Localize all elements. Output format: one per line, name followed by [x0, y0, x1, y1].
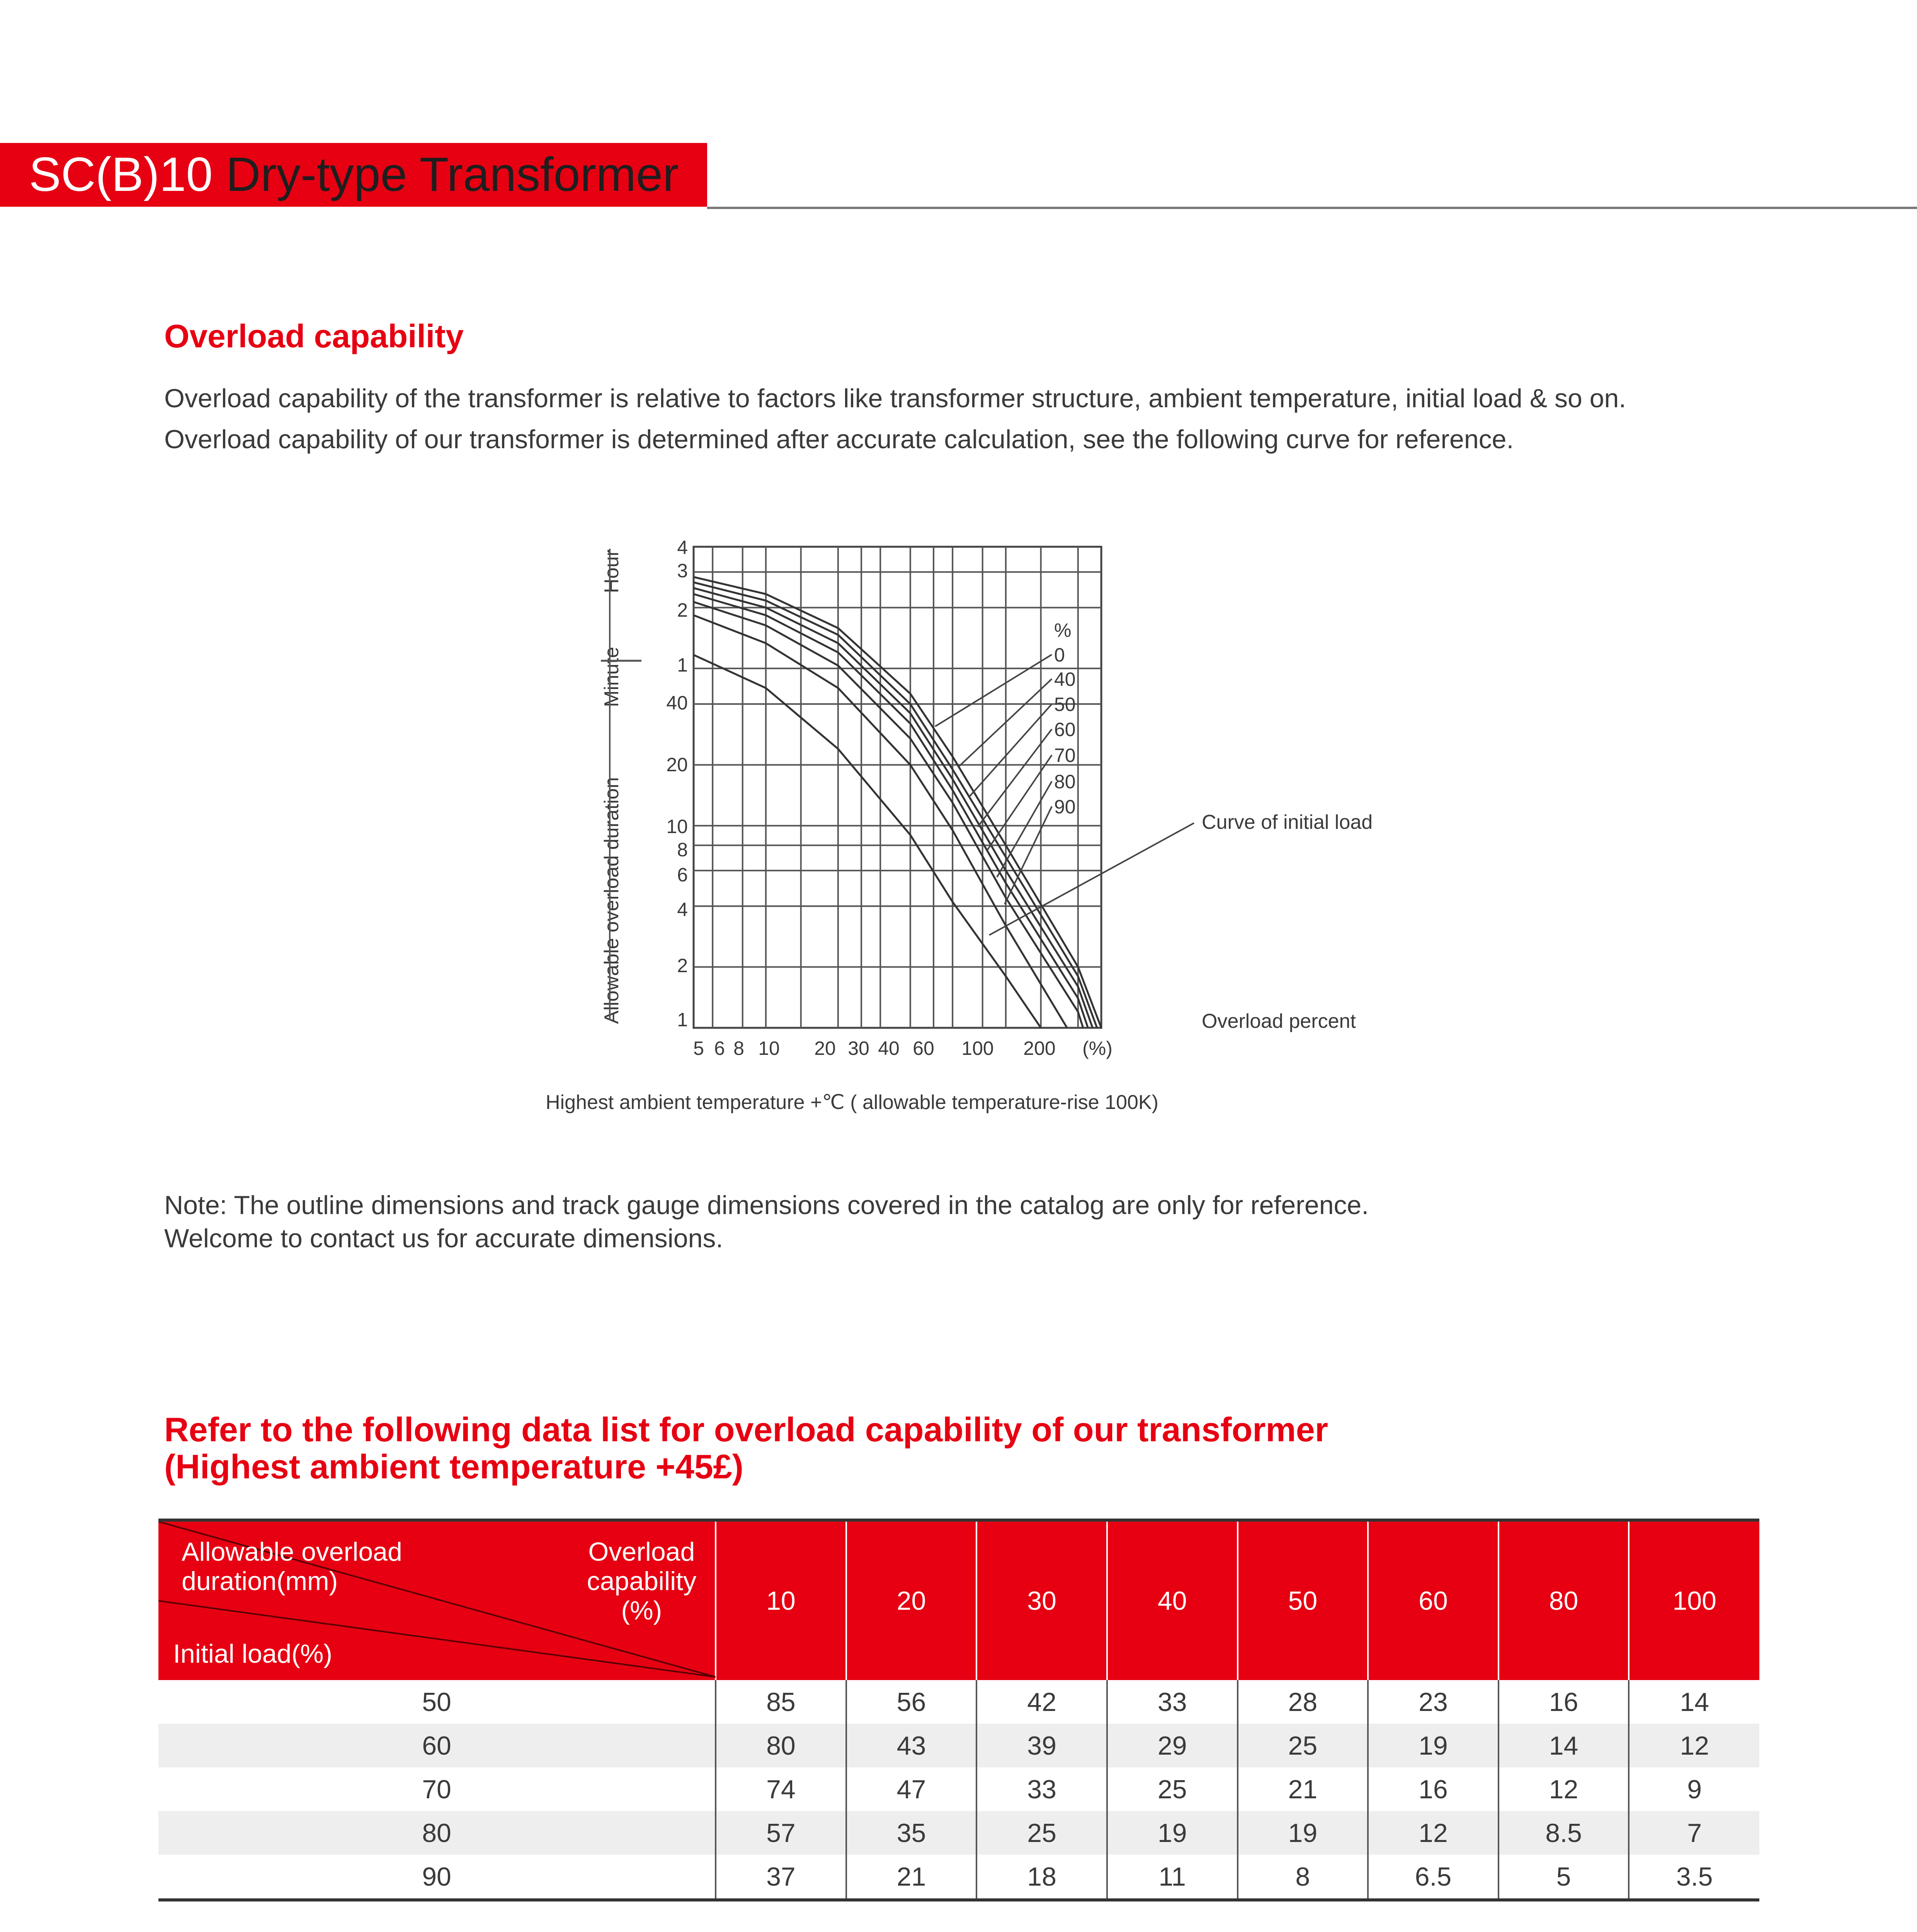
note-line-2: Welcome to contact us for accurate dimensions. — [164, 1224, 723, 1253]
chart-caption: Highest ambient temperature +℃ ( allowable temperature-rise 100K) — [546, 1091, 1158, 1114]
duration-cell: 16 — [1368, 1767, 1499, 1811]
duration-cell: 14 — [1629, 1680, 1759, 1724]
duration-cell: 37 — [716, 1855, 846, 1900]
legend-item-70: 70 — [1054, 745, 1076, 766]
corner-overload-line-1: Overload — [588, 1537, 695, 1566]
duration-cell: 9 — [1629, 1767, 1759, 1811]
column-header: 10 — [716, 1520, 846, 1680]
duration-cell: 25 — [976, 1811, 1107, 1855]
duration-cell: 39 — [976, 1724, 1107, 1767]
x-tick-label: 30 — [848, 1037, 869, 1059]
y-axis-label-hour: Hour — [600, 549, 623, 593]
corner-initial-load-label: Initial load(%) — [173, 1639, 332, 1668]
legend-header: % — [1054, 619, 1072, 641]
y-tick-label-minute: 1 — [677, 1009, 688, 1031]
x-tick-label: (%) — [1082, 1037, 1112, 1059]
duration-cell: 56 — [846, 1680, 977, 1724]
duration-cell: 16 — [1499, 1680, 1629, 1724]
duration-cell: 21 — [1238, 1767, 1368, 1811]
x-tick-label: 8 — [733, 1037, 744, 1059]
annotation-initial-load: Curve of initial load — [1202, 811, 1373, 833]
y-tick-label-minute: 4 — [677, 899, 688, 920]
y-tick-label-minute: 8 — [677, 839, 688, 861]
column-header: 80 — [1499, 1520, 1629, 1680]
table-corner-cell — [158, 1520, 716, 1680]
y-tick-label-minute: 20 — [666, 754, 688, 776]
y-tick-label-minute: 40 — [666, 692, 688, 714]
column-header: 30 — [976, 1520, 1107, 1680]
duration-cell: 33 — [976, 1767, 1107, 1811]
duration-cell: 12 — [1368, 1811, 1499, 1855]
corner-overload-label — [587, 1537, 697, 1625]
title-product: Dry-type Transformer — [213, 148, 679, 201]
overload-paragraph-line-1: Overload capability of the transformer is relative to factors like transformer structure, ambient temperature, initial load & so on. — [164, 384, 1626, 413]
duration-cell: 12 — [1499, 1767, 1629, 1811]
curve-initial-load-50 — [694, 588, 1093, 1028]
column-header: 40 — [1107, 1520, 1238, 1680]
duration-cell: 25 — [1238, 1724, 1368, 1767]
column-header: 50 — [1238, 1520, 1368, 1680]
chart-legend — [1054, 619, 1076, 818]
initial-load-cell: 60 — [158, 1724, 716, 1767]
duration-cell: 33 — [1107, 1680, 1238, 1724]
table-row — [158, 1680, 1759, 1724]
initial-load-cell: 90 — [158, 1855, 716, 1900]
duration-cell: 3.5 — [1629, 1855, 1759, 1900]
x-tick-label: 100 — [961, 1037, 994, 1059]
duration-cell: 47 — [846, 1767, 977, 1811]
corner-overload-line-2: capability — [587, 1566, 697, 1596]
legend-item-90: 90 — [1054, 796, 1076, 818]
x-tick-label: 20 — [814, 1037, 836, 1059]
initial-load-cell: 70 — [422, 1774, 451, 1804]
table-row — [158, 1767, 1759, 1811]
duration-cell: 74 — [716, 1767, 846, 1811]
y-axis-label-minute: Minute — [600, 646, 623, 707]
legend-item-50: 50 — [1054, 694, 1076, 715]
duration-cell: 23 — [1368, 1680, 1499, 1724]
note-line-1: Note: The outline dimensions and track gauge dimensions covered in the catalog are only for reference. — [164, 1190, 1369, 1220]
duration-cell: 21 — [846, 1855, 977, 1900]
legend-item-80: 80 — [1054, 771, 1076, 793]
duration-cell: 85 — [716, 1680, 846, 1724]
overload-heading: Overload capability — [164, 318, 464, 354]
duration-cell: 57 — [716, 1811, 846, 1855]
table-heading-line-2: (Highest ambient temperature +45£) — [164, 1447, 743, 1486]
y-tick-label-minute: 2 — [677, 955, 688, 976]
y-tick-label-hour: 2 — [677, 599, 688, 621]
corner-duration-label — [182, 1537, 402, 1596]
corner-duration-line-2: duration(mm) — [182, 1566, 338, 1596]
corner-duration-line-1: Allowable overload — [182, 1537, 402, 1566]
table-header-row — [158, 1520, 1759, 1680]
duration-cell: 19 — [1238, 1811, 1368, 1855]
duration-cell: 5 — [1499, 1855, 1629, 1900]
column-header: 60 — [1368, 1520, 1499, 1680]
duration-cell: 43 — [846, 1724, 977, 1767]
table-row — [158, 1811, 1759, 1855]
annotation-overload-percent: Overload percent — [1202, 1010, 1356, 1032]
table-heading-line-1: Refer to the following data list for overload capability of our transformer — [164, 1410, 1328, 1449]
column-header: 100 — [1629, 1520, 1759, 1680]
x-tick-label: 40 — [878, 1037, 900, 1059]
y-tick-label-hour: 3 — [677, 560, 688, 582]
duration-cell: 28 — [1238, 1680, 1368, 1724]
x-tick-label: 5 — [693, 1037, 704, 1059]
x-tick-label: 200 — [1023, 1037, 1056, 1059]
duration-cell: 42 — [976, 1680, 1107, 1724]
column-header: 20 — [846, 1520, 977, 1680]
duration-cell: 29 — [1107, 1724, 1238, 1767]
duration-cell: 80 — [716, 1724, 846, 1767]
y-tick-label-minute: 10 — [666, 816, 688, 837]
y-tick-label-hour: 4 — [677, 537, 688, 558]
curve-initial-load-40 — [694, 582, 1097, 1028]
chart-grid — [694, 547, 1101, 1028]
x-tick-label: 10 — [758, 1037, 780, 1059]
duration-cell: 19 — [1368, 1724, 1499, 1767]
duration-cell: 7 — [1629, 1811, 1759, 1855]
legend-item-40: 40 — [1054, 668, 1076, 690]
initial-load-cell: 50 — [422, 1687, 451, 1717]
x-tick-label: 60 — [913, 1037, 934, 1059]
duration-cell: 12 — [1629, 1724, 1759, 1767]
duration-cell: 25 — [1107, 1767, 1238, 1811]
y-axis-label-duration: Allowable overload duration — [600, 777, 623, 1024]
title-model: SC(B)10 — [29, 148, 213, 201]
overload-data-table — [158, 1519, 1759, 1901]
overload-paragraph-line-2: Overload capability of our transformer is determined after accurate calculation, see the following curve for reference. — [164, 425, 1514, 454]
duration-cell: 19 — [1107, 1811, 1238, 1855]
duration-cell: 35 — [846, 1811, 977, 1855]
initial-load-cell: 80 — [158, 1811, 716, 1855]
corner-overload-line-3: (%) — [621, 1596, 662, 1625]
legend-item-0: 0 — [1054, 644, 1065, 666]
y-tick-label-hour: 1 — [677, 654, 688, 676]
duration-cell: 11 — [1107, 1855, 1238, 1900]
y-tick-label-minute: 6 — [677, 864, 688, 886]
curve-initial-load-70 — [694, 602, 1083, 1028]
duration-cell: 18 — [976, 1855, 1107, 1900]
table-row — [158, 1724, 1759, 1767]
duration-cell: 6.5 — [1368, 1855, 1499, 1900]
table-row — [158, 1855, 1759, 1900]
legend-item-60: 60 — [1054, 719, 1076, 740]
x-tick-label: 6 — [714, 1037, 725, 1059]
duration-cell: 8 — [1238, 1855, 1368, 1900]
duration-cell: 8.5 — [1499, 1811, 1629, 1855]
duration-cell: 14 — [1499, 1724, 1629, 1767]
